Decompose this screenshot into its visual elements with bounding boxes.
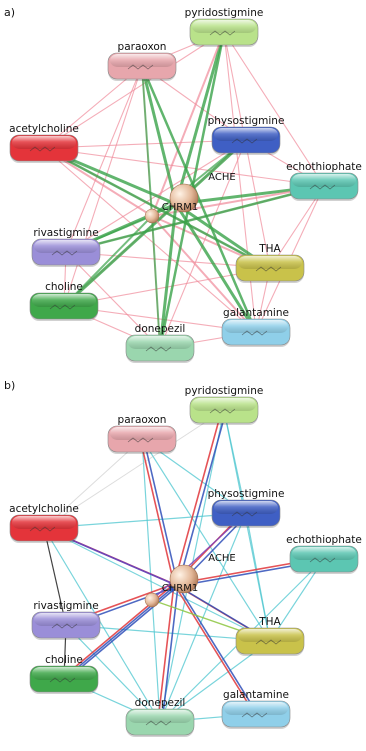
node-gloss <box>292 547 356 560</box>
node-echothiophate[interactable] <box>286 534 362 574</box>
node-gloss <box>12 516 76 529</box>
node-label: pyridostigmine <box>184 385 264 397</box>
node-gloss <box>128 336 192 349</box>
node-label: echothiophate <box>286 534 362 546</box>
node-echothiophate[interactable] <box>286 161 362 201</box>
node-label: physostigmine <box>207 488 285 500</box>
node-label: pyridostigmine <box>184 7 264 19</box>
node-galantamine[interactable] <box>222 307 290 347</box>
node-tha[interactable] <box>236 243 304 283</box>
node-gloss <box>224 702 288 715</box>
node-gloss <box>214 128 278 141</box>
node-pyridostigmine[interactable] <box>185 385 264 425</box>
panel-a-label: a) <box>4 6 16 19</box>
node-donepezil[interactable] <box>126 323 194 363</box>
edge-blue <box>144 440 178 586</box>
node-label: acetylcholine <box>9 123 79 135</box>
panel-a-nodes <box>9 7 362 363</box>
node-label: CHRM1 <box>161 583 199 594</box>
node-ache[interactable] <box>208 172 236 183</box>
node-label: galantamine <box>223 689 289 701</box>
node-gloss <box>32 667 96 680</box>
node-gloss <box>192 398 256 411</box>
node-physostigmine[interactable] <box>208 488 285 528</box>
node-physostigmine[interactable] <box>208 115 285 155</box>
edge-red <box>140 438 174 584</box>
node-rivastigmine[interactable] <box>32 600 100 640</box>
node-gloss <box>292 174 356 187</box>
panel-b-label: b) <box>4 379 16 392</box>
node-label: paraoxon <box>117 41 167 53</box>
node-label: choline <box>45 654 83 666</box>
node-label: CHRM1 <box>161 202 199 213</box>
node-donepezil[interactable] <box>126 697 194 737</box>
node-chrm1[interactable] <box>162 565 198 594</box>
node-label: echothiophate <box>286 161 362 173</box>
panel-b <box>4 379 362 737</box>
node-gloss <box>110 54 174 67</box>
node-ache[interactable] <box>208 553 236 564</box>
node-choline[interactable] <box>30 281 98 321</box>
node-label: donepezil <box>134 323 186 335</box>
protein-sphere-small-icon <box>145 593 159 607</box>
node-tha[interactable] <box>236 616 304 656</box>
node-chrm1[interactable] <box>162 184 198 213</box>
node-label: donepezil <box>134 697 186 709</box>
node-rivastigmine[interactable] <box>32 227 100 267</box>
node-label: galantamine <box>223 307 289 319</box>
node-gloss <box>238 629 302 642</box>
node-gloss <box>238 256 302 269</box>
node-paraoxon[interactable] <box>108 414 176 454</box>
protein-sphere-small-icon <box>145 209 159 223</box>
node-label: THA <box>259 243 281 255</box>
node-label: ACHE <box>208 553 236 564</box>
node-gloss <box>34 613 98 626</box>
node-label: choline <box>45 281 83 293</box>
node-label: ACHE <box>208 172 236 183</box>
node-gloss <box>214 501 278 514</box>
panel-a <box>4 6 362 363</box>
node-gloss <box>12 136 76 149</box>
node-gloss <box>224 320 288 333</box>
node-paraoxon[interactable] <box>108 41 176 81</box>
node-label: paraoxon <box>117 414 167 426</box>
node-gloss <box>32 294 96 307</box>
node-gloss <box>34 240 98 253</box>
node-label: physostigmine <box>207 115 285 127</box>
node-gloss <box>128 710 192 723</box>
node-pyridostigmine[interactable] <box>185 7 264 47</box>
node-acetylcholine[interactable] <box>9 123 79 163</box>
node-label: rivastigmine <box>33 227 99 239</box>
node-label: THA <box>259 616 281 628</box>
node-acetylcholine[interactable] <box>9 503 79 543</box>
node-galantamine[interactable] <box>222 689 290 729</box>
node-gloss <box>110 427 174 440</box>
node-gloss <box>192 20 256 33</box>
edge-cyan <box>142 439 160 722</box>
node-label: acetylcholine <box>9 503 79 515</box>
node-label: rivastigmine <box>33 600 99 612</box>
